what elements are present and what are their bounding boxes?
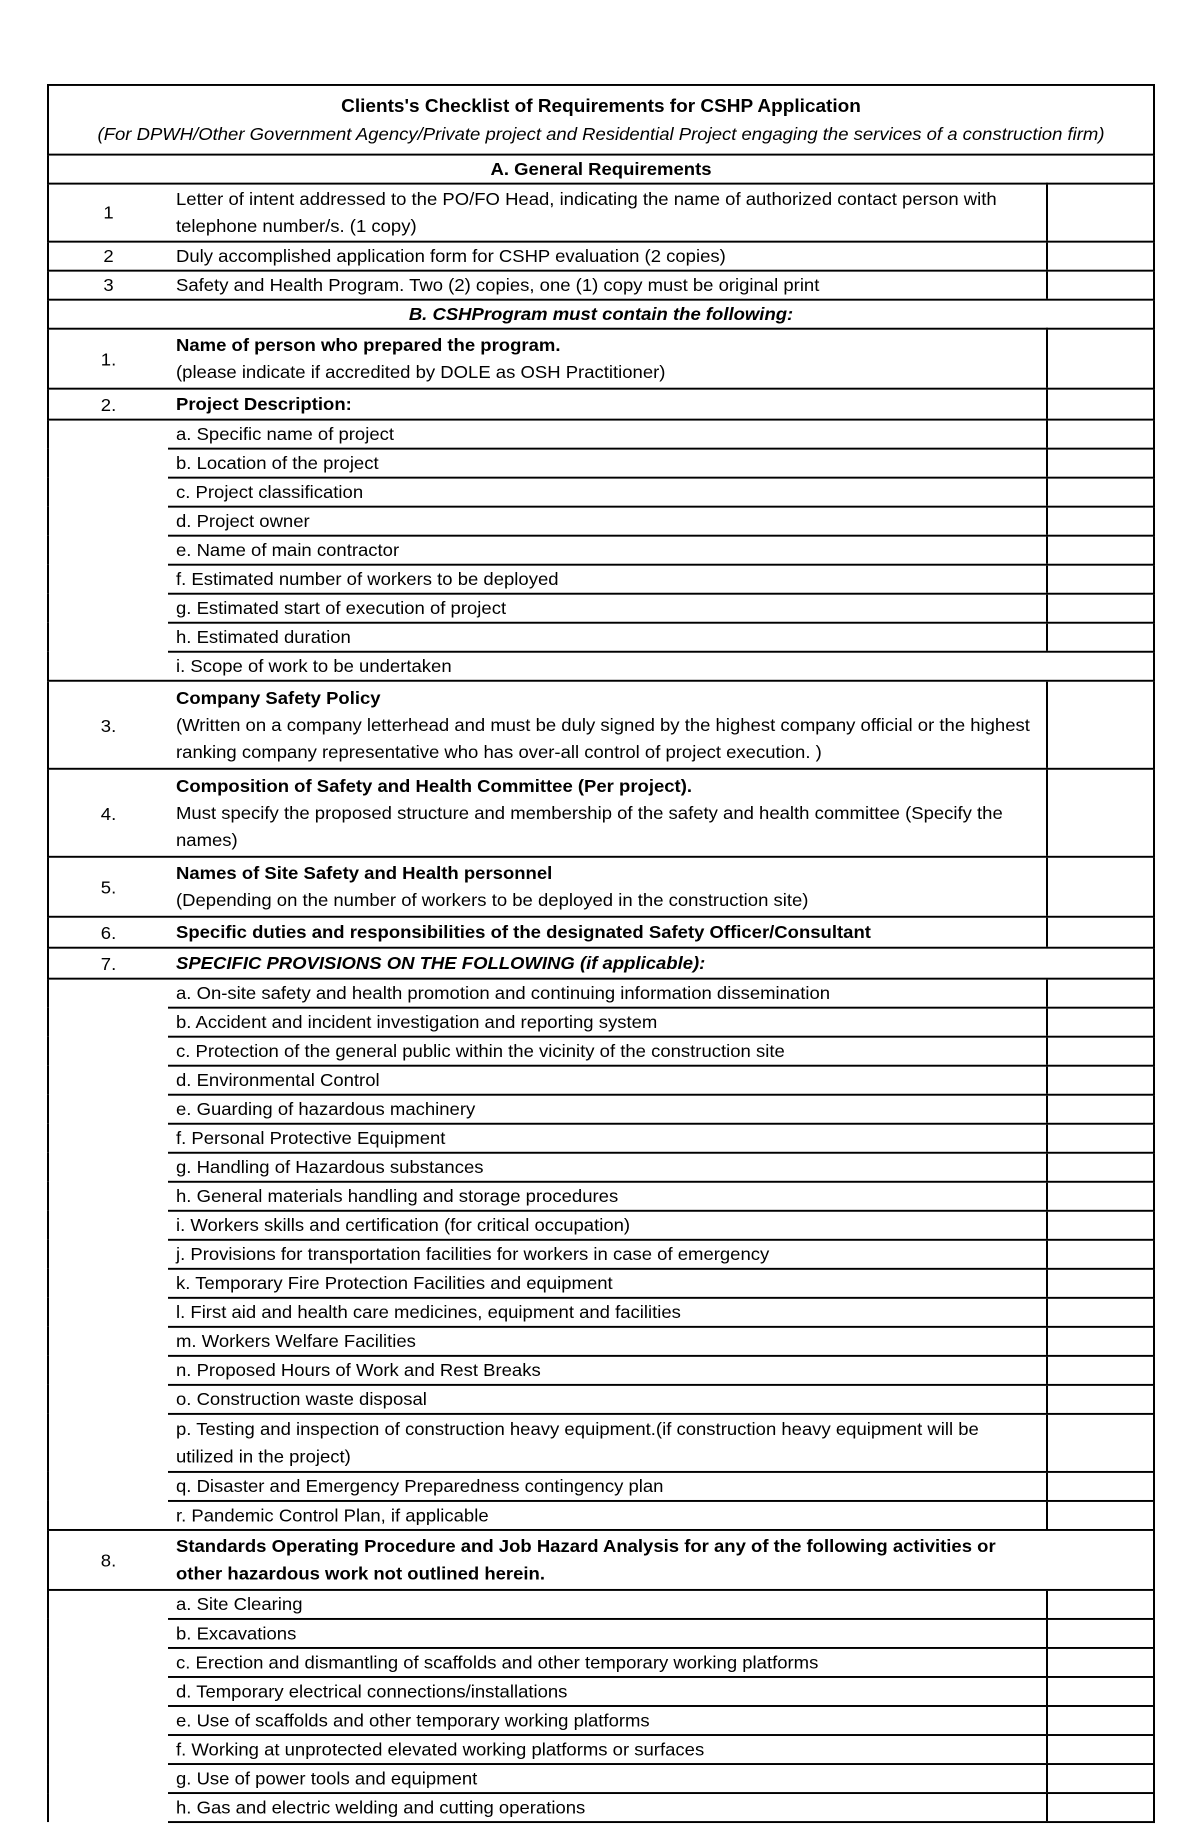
blank-number-cell <box>48 1240 168 1269</box>
sub-item-text: h. General materials handling and storage procedures <box>168 1182 1047 1211</box>
blank-number-cell <box>48 1501 168 1530</box>
blank-number-cell <box>48 1211 168 1240</box>
sub-item-text: n. Proposed Hours of Work and Rest Breaks <box>168 1356 1047 1385</box>
list-item <box>48 1501 1154 1530</box>
check-box[interactable] <box>1047 1153 1154 1182</box>
item-heading: Standards Operating Procedure and Job Hazard Analysis for any of the following activities or other hazardous work not outlined herein. <box>176 1535 996 1584</box>
sub-item-text: b. Excavations <box>168 1619 1047 1648</box>
table-row <box>48 1530 1154 1590</box>
section-a-heading: A. General Requirements <box>48 155 1154 184</box>
item-text <box>168 329 1047 389</box>
sub-item-text: e. Guarding of hazardous machinery <box>168 1095 1047 1124</box>
sub-item-text: q. Disaster and Emergency Preparedness contingency plan <box>168 1472 1047 1501</box>
page-title: Clients's Checklist of Requirements for CSHP Application <box>341 96 861 117</box>
check-box[interactable] <box>1047 478 1154 507</box>
item-heading: Names of Site Safety and Health personnel <box>176 862 553 883</box>
list-item <box>48 1648 1154 1677</box>
item-detail: (Depending on the number of workers to be deployed in the construction site) <box>176 889 809 910</box>
item-text <box>168 389 1047 420</box>
check-box[interactable] <box>1047 979 1154 1008</box>
item-text <box>168 917 1047 948</box>
blank-number-cell <box>48 449 168 478</box>
list-item <box>48 1269 1154 1298</box>
list-item <box>48 1298 1154 1327</box>
sub-item-text: h. Estimated duration <box>168 623 1047 652</box>
check-box[interactable] <box>1047 1269 1154 1298</box>
blank-number-cell <box>48 1037 168 1066</box>
sub-item-text: p. Testing and inspection of construction heavy equipment.(if construction heavy equipment will be utilized in the project) <box>168 1414 1047 1472</box>
item-number: 1. <box>48 329 168 389</box>
list-item <box>48 1124 1154 1153</box>
blank-number-cell <box>48 1095 168 1124</box>
check-box[interactable] <box>1047 1240 1154 1269</box>
item-detail: (please indicate if accredited by DOLE as OSH Practitioner) <box>176 361 666 382</box>
list-item <box>48 1414 1154 1472</box>
empty-cell <box>1047 948 1154 979</box>
blank-number-cell <box>48 979 168 1008</box>
check-box[interactable] <box>1047 1793 1154 1822</box>
item-number: 2. <box>48 389 168 420</box>
check-box[interactable] <box>1047 1590 1154 1619</box>
sub-item-text: b. Accident and incident investigation and reporting system <box>168 1008 1047 1037</box>
table-row <box>48 917 1154 948</box>
check-box[interactable] <box>1047 623 1154 652</box>
blank-number-cell <box>48 594 168 623</box>
sub-item-text: f. Personal Protective Equipment <box>168 1124 1047 1153</box>
check-box[interactable] <box>1047 1385 1154 1414</box>
section-b-header <box>48 300 1154 329</box>
table-row <box>48 389 1154 420</box>
check-box[interactable] <box>1047 1764 1154 1793</box>
blank-number-cell <box>48 507 168 536</box>
title-cell <box>48 85 1154 155</box>
blank-number-cell <box>48 623 168 652</box>
table-row <box>48 857 1154 917</box>
check-box[interactable] <box>1047 1356 1154 1385</box>
list-item <box>48 565 1154 594</box>
item-number: 1 <box>48 184 168 242</box>
list-item <box>48 1240 1154 1269</box>
check-box[interactable] <box>1047 1501 1154 1530</box>
list-item <box>48 1677 1154 1706</box>
sub-item-text: o. Construction waste disposal <box>168 1385 1047 1414</box>
sub-item-text: r. Pandemic Control Plan, if applicable <box>168 1501 1047 1530</box>
list-item <box>48 507 1154 536</box>
check-box[interactable] <box>1047 420 1154 449</box>
blank-number-cell <box>48 1153 168 1182</box>
table-row <box>48 242 1154 271</box>
sub-item-text: i. Workers skills and certification (for critical occupation) <box>168 1211 1047 1240</box>
table-row <box>48 271 1154 300</box>
blank-number-cell <box>48 1298 168 1327</box>
table-row <box>48 184 1154 242</box>
checklist-table <box>47 84 1155 1823</box>
blank-number-cell <box>48 420 168 449</box>
blank-number-cell <box>48 565 168 594</box>
list-item <box>48 449 1154 478</box>
sub-item-text: a. Specific name of project <box>168 420 1047 449</box>
sub-item-text: e. Use of scaffolds and other temporary working platforms <box>168 1706 1047 1735</box>
check-box[interactable] <box>1047 857 1154 917</box>
page-subtitle: (For DPWH/Other Government Agency/Private project and Residential Project engaging the services of a construction firm) <box>97 123 1105 144</box>
item-detail: (Written on a company letterhead and must be duly signed by the highest company official or the highest ranking company representative who has over-all control of project execution. ) <box>176 714 1030 762</box>
sub-item-text: g. Use of power tools and equipment <box>168 1764 1047 1793</box>
blank-number-cell <box>48 1706 168 1735</box>
item-heading: Specific duties and responsibilities of the designated Safety Officer/Consultant <box>176 921 871 942</box>
check-box[interactable] <box>1047 1008 1154 1037</box>
list-item <box>48 623 1154 652</box>
blank-number-cell <box>48 1124 168 1153</box>
check-box[interactable] <box>1047 449 1154 478</box>
list-item <box>48 1327 1154 1356</box>
list-item <box>48 1590 1154 1619</box>
item-text: Safety and Health Program. Two (2) copies, one (1) copy must be original print <box>168 271 1047 300</box>
sub-item-text: l. First aid and health care medicines, equipment and facilities <box>168 1298 1047 1327</box>
item-text <box>168 769 1047 857</box>
check-box[interactable] <box>1047 1327 1154 1356</box>
check-box[interactable] <box>1047 769 1154 857</box>
blank-number-cell <box>48 478 168 507</box>
check-box[interactable] <box>1047 1706 1154 1735</box>
table-row <box>48 329 1154 389</box>
list-item <box>48 1356 1154 1385</box>
blank-number-cell <box>48 1735 168 1764</box>
list-item <box>48 1037 1154 1066</box>
check-box[interactable] <box>1047 1648 1154 1677</box>
sub-item-text: i. Scope of work to be undertaken <box>168 652 1047 681</box>
blank-number-cell <box>48 1182 168 1211</box>
check-box[interactable] <box>1047 1095 1154 1124</box>
check-box[interactable] <box>1047 1211 1154 1240</box>
check-box[interactable] <box>1047 1124 1154 1153</box>
sub-item-text: d. Project owner <box>168 507 1047 536</box>
blank-number-cell <box>48 1414 168 1472</box>
list-item <box>48 420 1154 449</box>
item-number: 7. <box>48 948 168 979</box>
empty-cell <box>1047 652 1154 681</box>
list-item <box>48 1182 1154 1211</box>
sub-item-text: j. Provisions for transportation facilities for workers in case of emergency <box>168 1240 1047 1269</box>
check-box[interactable] <box>1047 329 1154 389</box>
item-heading: Project Description: <box>176 393 352 414</box>
list-item <box>48 1706 1154 1735</box>
blank-number-cell <box>48 1648 168 1677</box>
blank-number-cell <box>48 1327 168 1356</box>
check-box[interactable] <box>1047 389 1154 420</box>
section-a-header <box>48 155 1154 184</box>
sub-item-text: c. Project classification <box>168 478 1047 507</box>
sub-item-text: g. Handling of Hazardous substances <box>168 1153 1047 1182</box>
list-item <box>48 979 1154 1008</box>
check-box[interactable] <box>1047 1066 1154 1095</box>
blank-number-cell <box>48 1764 168 1793</box>
sub-item-text: c. Protection of the general public within the vicinity of the construction site <box>168 1037 1047 1066</box>
item-number: 2 <box>48 242 168 271</box>
item-text <box>168 681 1047 769</box>
list-item <box>48 1735 1154 1764</box>
check-box[interactable] <box>1047 1182 1154 1211</box>
blank-number-cell <box>48 652 168 681</box>
item-text: Duly accomplished application form for CSHP evaluation (2 copies) <box>168 242 1047 271</box>
sub-item-text: b. Location of the project <box>168 449 1047 478</box>
item-heading: SPECIFIC PROVISIONS ON THE FOLLOWING (if applicable): <box>176 952 706 973</box>
list-item <box>48 1385 1154 1414</box>
check-box[interactable] <box>1047 594 1154 623</box>
check-box[interactable] <box>1047 1472 1154 1501</box>
check-box[interactable] <box>1047 565 1154 594</box>
item-text <box>168 948 1047 979</box>
item-number: 3 <box>48 271 168 300</box>
check-box[interactable] <box>1047 1677 1154 1706</box>
table-row <box>48 769 1154 857</box>
section-b-heading: B. CSHProgram must contain the following: <box>48 300 1154 329</box>
sub-item-text: h. Gas and electric welding and cutting operations <box>168 1793 1047 1822</box>
list-item <box>48 1153 1154 1182</box>
list-item <box>48 1472 1154 1501</box>
title-row <box>48 85 1154 155</box>
check-box[interactable] <box>1047 917 1154 948</box>
item-number: 4. <box>48 769 168 857</box>
sub-item-text: e. Name of main contractor <box>168 536 1047 565</box>
blank-number-cell <box>48 1269 168 1298</box>
check-box[interactable] <box>1047 681 1154 769</box>
empty-cell <box>1047 1530 1154 1590</box>
sub-item-text: g. Estimated start of execution of project <box>168 594 1047 623</box>
sub-item-text: f. Estimated number of workers to be deployed <box>168 565 1047 594</box>
list-item <box>48 1211 1154 1240</box>
check-box[interactable] <box>1047 184 1154 242</box>
list-item <box>48 594 1154 623</box>
sub-item-text: a. Site Clearing <box>168 1590 1047 1619</box>
check-box[interactable] <box>1047 1735 1154 1764</box>
list-item <box>48 1066 1154 1095</box>
blank-number-cell <box>48 1356 168 1385</box>
table-row <box>48 948 1154 979</box>
blank-number-cell <box>48 1619 168 1648</box>
check-box[interactable] <box>1047 507 1154 536</box>
sub-item-text: d. Environmental Control <box>168 1066 1047 1095</box>
item-text: Letter of intent addressed to the PO/FO Head, indicating the name of authorized contact person with telephone number/s. (1 copy) <box>168 184 1047 242</box>
check-box[interactable] <box>1047 1619 1154 1648</box>
blank-number-cell <box>48 1677 168 1706</box>
blank-number-cell <box>48 536 168 565</box>
item-heading: Company Safety Policy <box>176 687 381 708</box>
item-number: 3. <box>48 681 168 769</box>
item-heading: Composition of Safety and Health Committee (Per project). <box>176 775 693 796</box>
sub-item-text: d. Temporary electrical connections/installations <box>168 1677 1047 1706</box>
item-number: 8. <box>48 1530 168 1590</box>
list-item <box>48 478 1154 507</box>
sub-item-text: c. Erection and dismantling of scaffolds and other temporary working platforms <box>168 1648 1047 1677</box>
list-item <box>48 1095 1154 1124</box>
blank-number-cell <box>48 1385 168 1414</box>
check-box[interactable] <box>1047 271 1154 300</box>
list-item <box>48 1764 1154 1793</box>
check-box[interactable] <box>1047 242 1154 271</box>
sub-item-text: a. On-site safety and health promotion and continuing information dissemination <box>168 979 1047 1008</box>
sub-item-text: m. Workers Welfare Facilities <box>168 1327 1047 1356</box>
sub-item-text: k. Temporary Fire Protection Facilities and equipment <box>168 1269 1047 1298</box>
item-text <box>168 1530 1047 1590</box>
item-heading: Name of person who prepared the program. <box>176 334 561 355</box>
check-box[interactable] <box>1047 1414 1154 1472</box>
list-item <box>48 536 1154 565</box>
item-number: 6. <box>48 917 168 948</box>
table-row <box>48 681 1154 769</box>
blank-number-cell <box>48 1793 168 1822</box>
sub-item-text: f. Working at unprotected elevated working platforms or surfaces <box>168 1735 1047 1764</box>
blank-number-cell <box>48 1066 168 1095</box>
blank-number-cell <box>48 1472 168 1501</box>
check-box[interactable] <box>1047 536 1154 565</box>
item-text <box>168 857 1047 917</box>
item-detail: Must specify the proposed structure and membership of the safety and health committee (Specify the names) <box>176 802 1003 850</box>
check-box[interactable] <box>1047 1298 1154 1327</box>
item-number: 5. <box>48 857 168 917</box>
blank-number-cell <box>48 1008 168 1037</box>
check-box[interactable] <box>1047 1037 1154 1066</box>
list-item <box>48 652 1154 681</box>
list-item <box>48 1793 1154 1822</box>
list-item <box>48 1008 1154 1037</box>
list-item <box>48 1619 1154 1648</box>
blank-number-cell <box>48 1590 168 1619</box>
